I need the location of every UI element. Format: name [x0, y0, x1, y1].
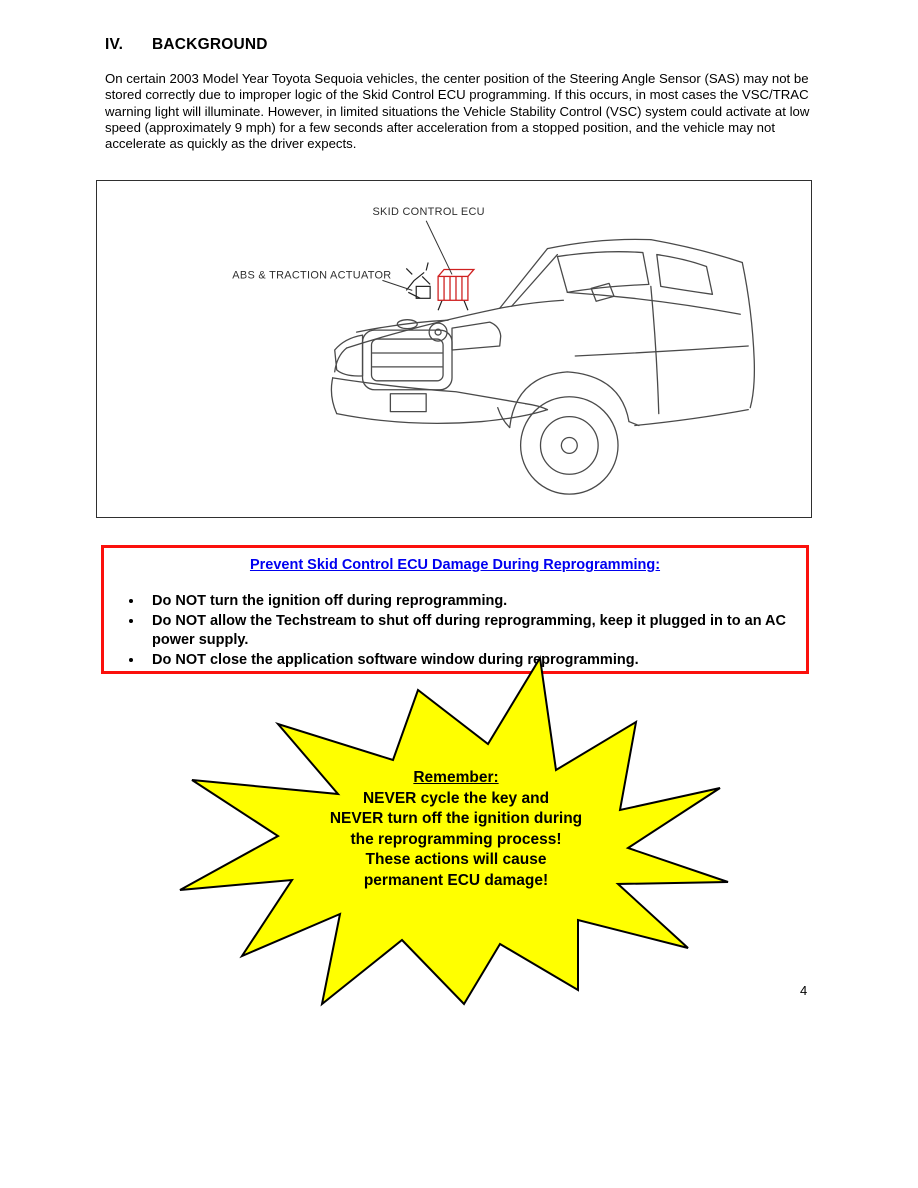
- skid-control-ecu-label: SKID CONTROL ECU: [372, 205, 485, 218]
- warning-bullet: • Do NOT turn the ignition off during reprogramming.: [144, 592, 806, 612]
- section-title: BACKGROUND: [152, 36, 268, 53]
- starburst-line: the reprogramming process!: [350, 830, 562, 848]
- vehicle-figure: [96, 180, 812, 518]
- warning-bullet: • Do NOT close the application software window during reprogramming.: [144, 651, 806, 671]
- section-number: IV.: [105, 36, 124, 53]
- starburst-title: Remember:: [413, 769, 499, 786]
- section-heading: [105, 36, 268, 54]
- page-number: 4: [800, 983, 808, 998]
- warning-bullet: • Do NOT allow the Techstream to shut off during reprogramming, keep it plugged in to an AC power supply.: [144, 612, 806, 651]
- starburst-line: NEVER cycle the key and: [362, 789, 550, 807]
- vehicle-sketch: [331, 239, 754, 494]
- skid-control-ecu-highlight: [438, 269, 474, 300]
- starburst-line: NEVER turn off the ignition during: [329, 810, 583, 827]
- starburst-callout: [150, 652, 762, 1014]
- warning-box-title: Prevent Skid Control ECU Damage During Reprogramming:: [249, 557, 661, 573]
- starburst-line: These actions will cause: [365, 851, 547, 868]
- starburst-line: permanent ECU damage!: [363, 871, 549, 889]
- abs-traction-actuator-label: ABS & TRACTION ACTUATOR: [232, 269, 392, 282]
- vehicle-illustration: [97, 181, 811, 517]
- body-paragraph: On certain 2003 Model Year Toyota Sequoia vehicles, the center position of the Steering Angle Sensor (SAS) may not be stored correctly due to improper logic of the Skid Control ECU programming. If this occurs, in most cases the VSC/TRAC warning light will illuminate. However, in limited situations the Vehicle Stability Control (VSC) system could activate at low speed (approximately 9 mph) for a few seconds after acceleration from a stopped position, and the vehicle may not accelerate as quickly as the driver expects.: [105, 71, 810, 152]
- starburst-text: [256, 768, 656, 891]
